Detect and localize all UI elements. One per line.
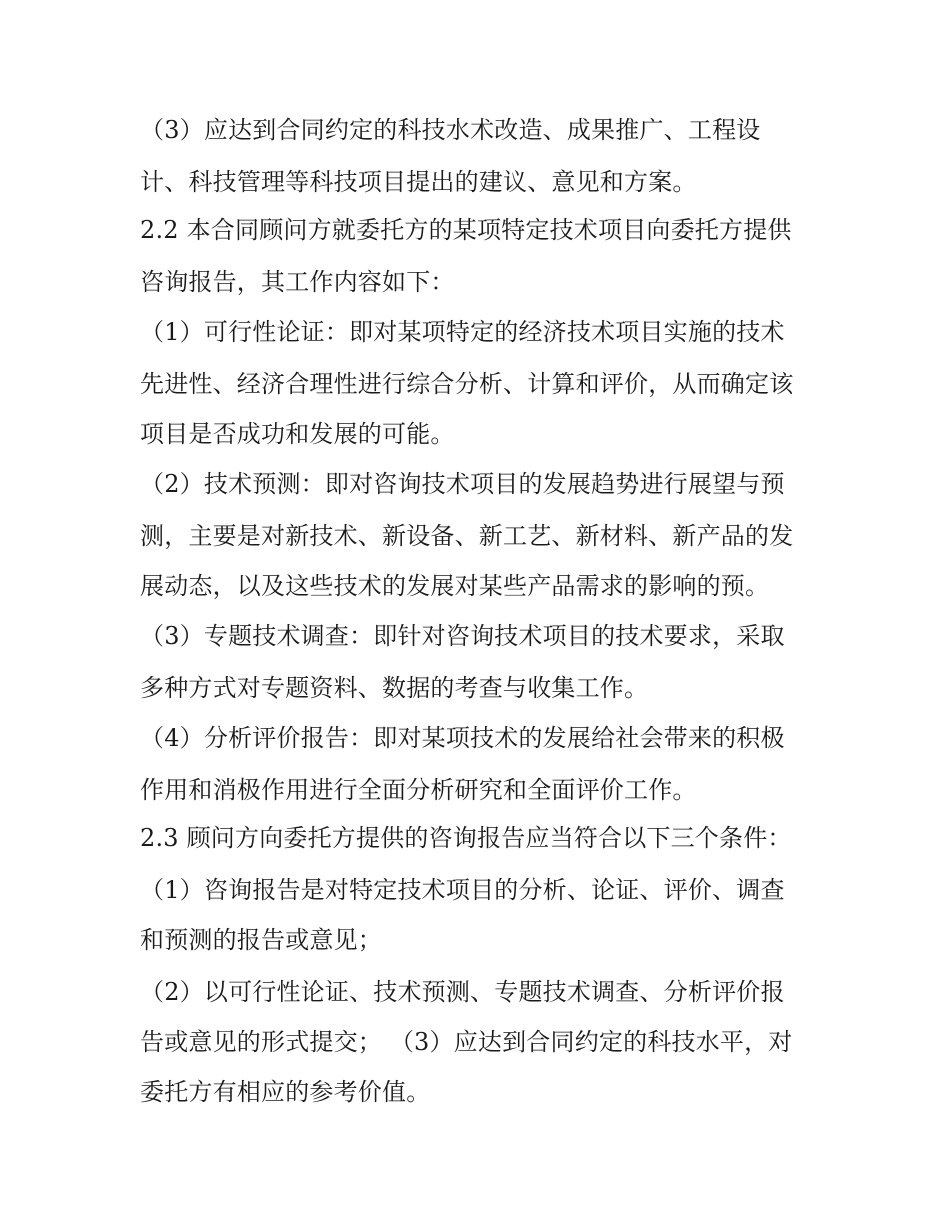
text-line: 委托方有相应的参考价值。	[140, 1078, 431, 1106]
text-line: （4）分析评价报告：即对某项技术的发展给社会带来的积极	[140, 724, 785, 752]
text-line: （2）技术预测：即对咨询技术项目的发展趋势进行展望与预	[140, 470, 785, 498]
text-line: 咨询报告，其工作内容如下：	[140, 268, 455, 296]
text-line: （3）专题技术调查：即针对咨询技术项目的技术要求，采取	[140, 622, 785, 650]
section-heading-2-3: 2.3 顾问方向委托方提供的咨询报告应当符合以下三个条件：	[140, 824, 792, 852]
text-line: 项目是否成功和发展的可能。	[140, 420, 455, 448]
text-line: （3）应达到合同约定的科技水术改造、成果推广、工程设	[140, 116, 761, 144]
text-line: 多种方式对专题资料、数据的考查与收集工作。	[140, 674, 649, 702]
text-line: 和预测的报告或意见；	[140, 926, 382, 954]
text-line: 计、科技管理等科技项目提出的建议、意见和方案。	[140, 168, 697, 196]
text-line: 展动态，以及这些技术的发展对某些产品需求的影响的预。	[140, 572, 770, 600]
text-line: 先进性、经济合理性进行综合分析、计算和评价，从而确定该	[140, 370, 794, 398]
section-heading-2-2: 2.2 本合同顾问方就委托方的某项特定技术项目向委托方提供	[140, 216, 792, 244]
text-line: （2）以可行性论证、技术预测、专题技术调查、分析评价报	[140, 978, 785, 1006]
text-line: （1）可行性论证：即对某项特定的经济技术项目实施的技术	[140, 318, 785, 346]
text-line: 测，主要是对新技术、新设备、新工艺、新材料、新产品的发	[140, 522, 794, 550]
text-line: 作用和消极作用进行全面分析研究和全面评价工作。	[140, 776, 697, 804]
text-line: （1）咨询报告是对特定技术项目的分析、论证、评价、调查	[140, 876, 785, 904]
text-line: 告或意见的形式提交； （3）应达到合同约定的科技水平，对	[140, 1028, 793, 1056]
